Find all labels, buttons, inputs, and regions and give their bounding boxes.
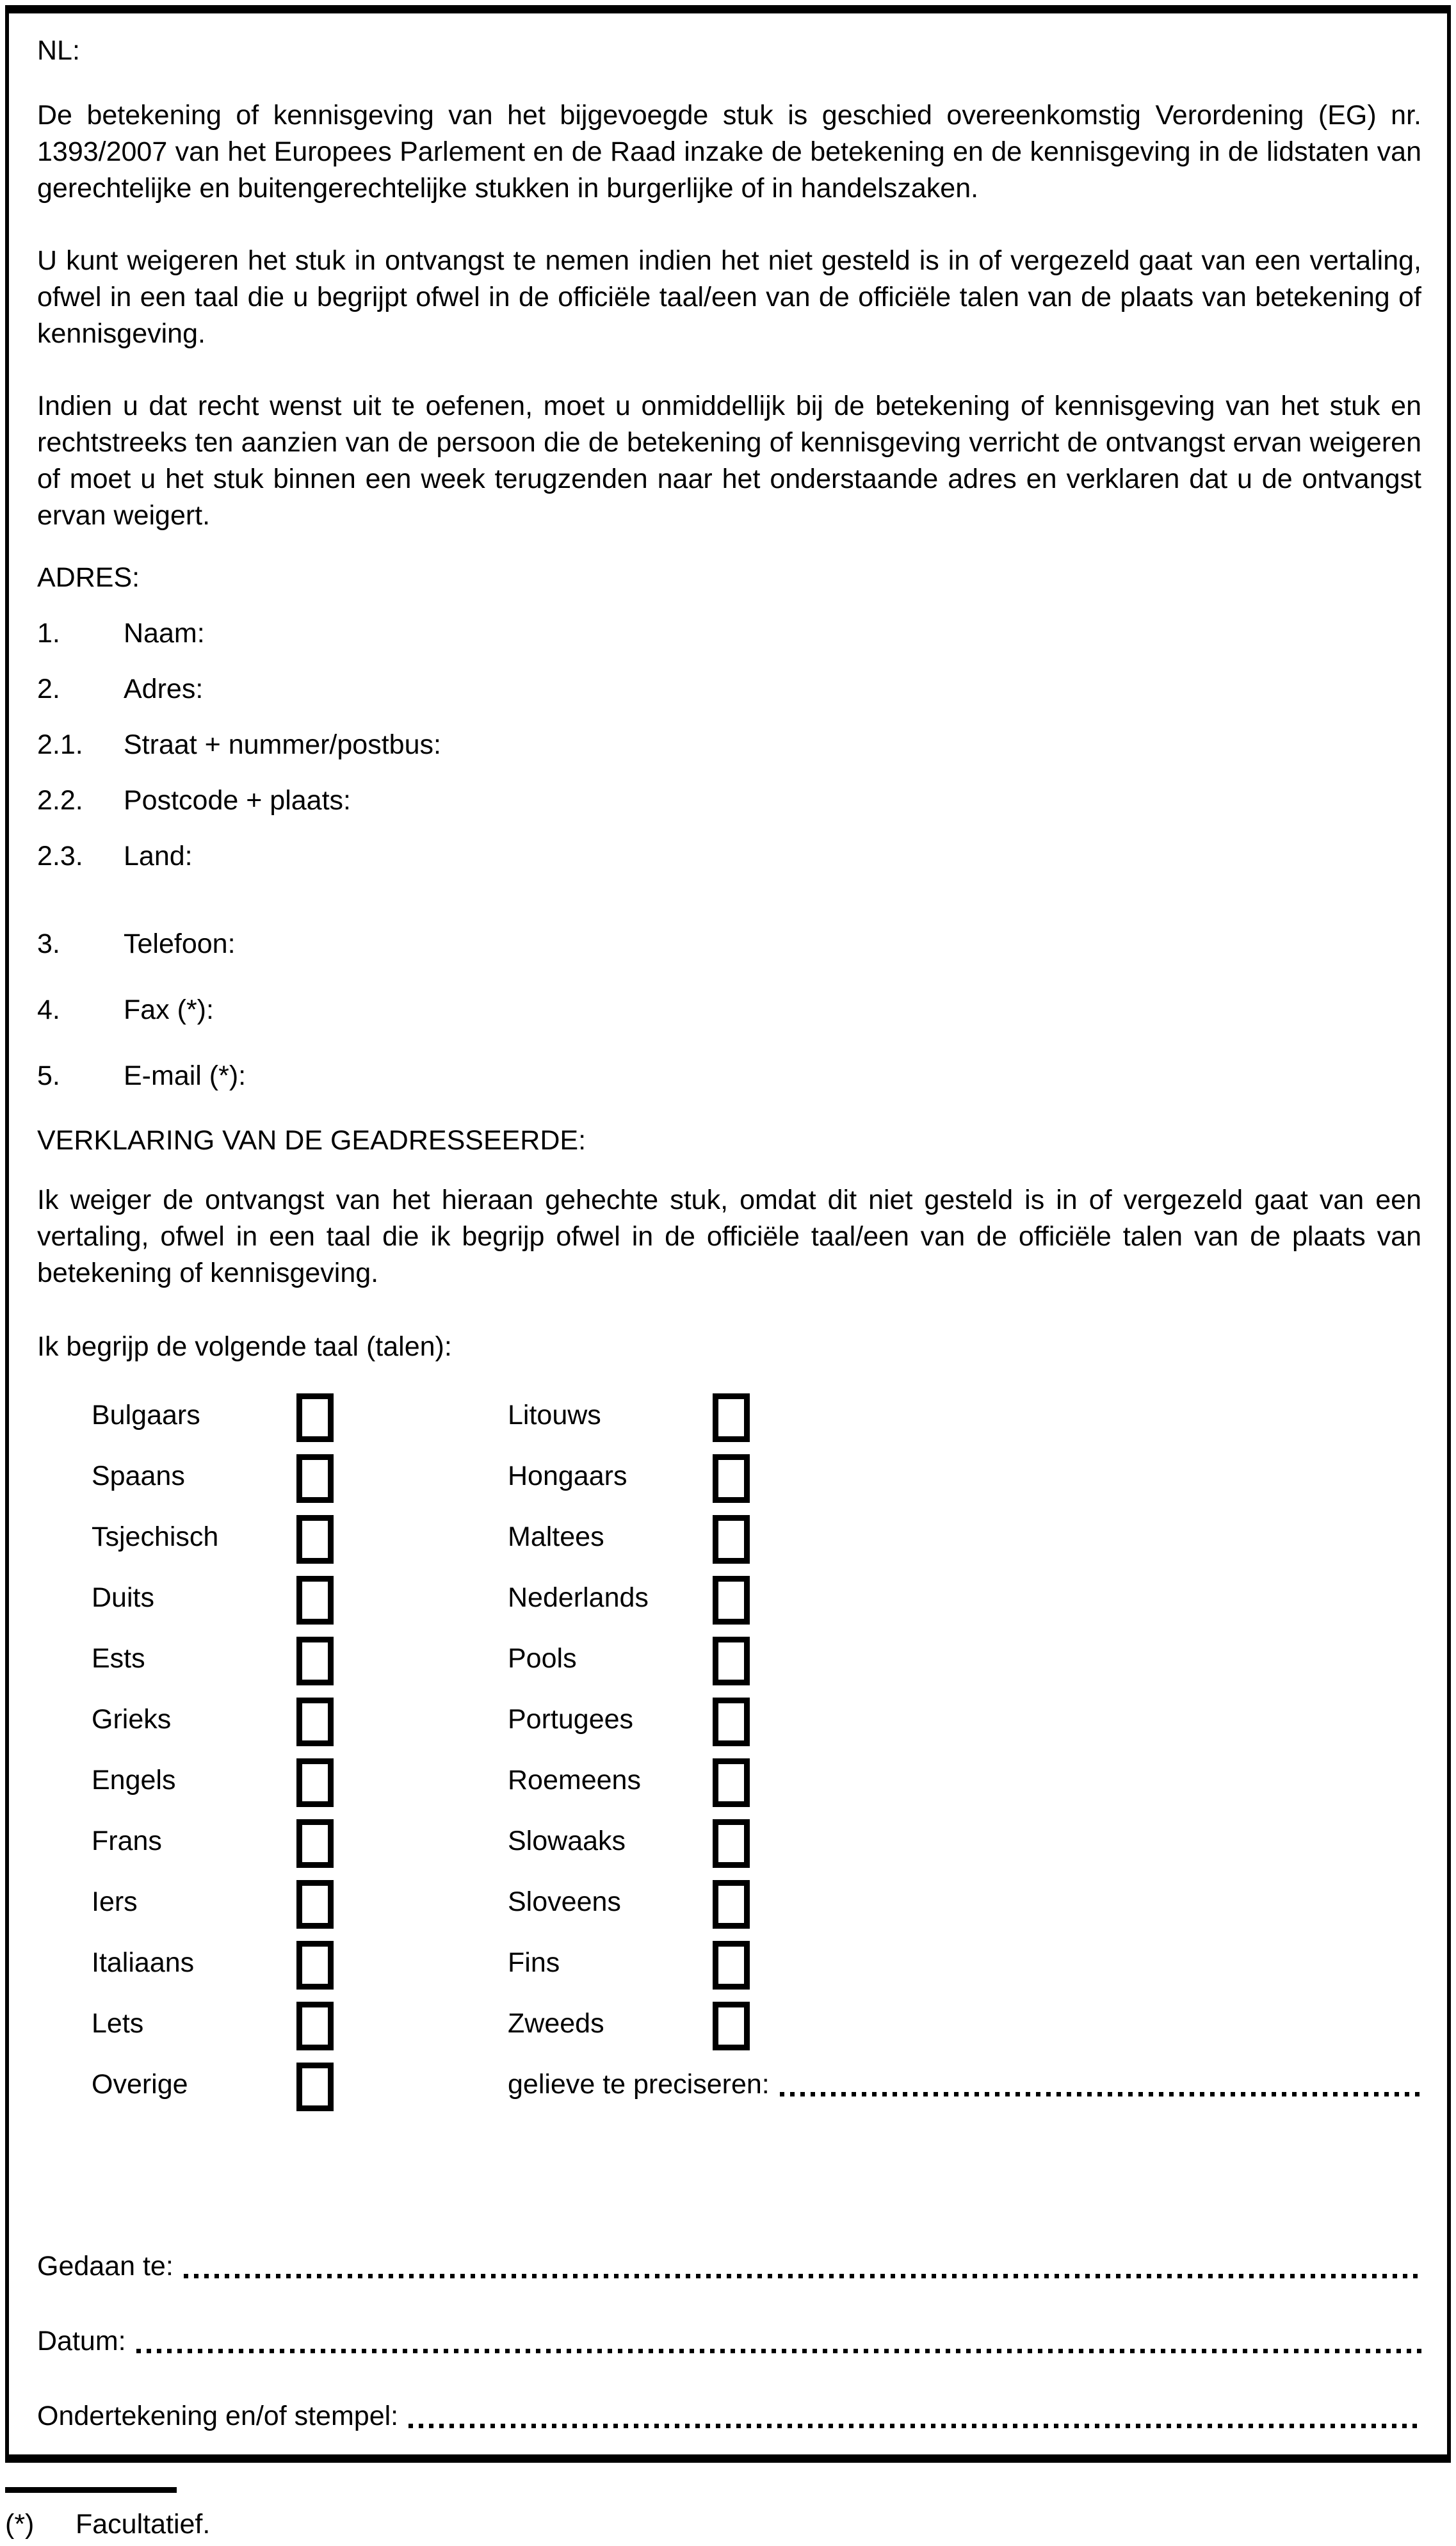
declaration-paragraph: Ik weiger de ontvangst van het hieraan gehechte stuk, omdat dit niet gesteld is in of vergezeld gaat van een vertaling, ofwel in een taal die ik begrijp ofwel in de officiële taal/een van de officiële talen van de plaats van betekening of kennisgeving. [37, 1185, 1421, 1288]
language-label-italiaans: Italiaans [92, 1947, 195, 1978]
checkbox-bulgaars[interactable] [296, 1393, 334, 1442]
language-label-bulgaars: Bulgaars [92, 1400, 200, 1431]
language-row [37, 1519, 1421, 1555]
language-checkbox-grid [37, 1397, 1421, 2103]
language-label-slowaaks: Slowaaks [508, 1826, 626, 1856]
address-item-label: Straat + nummer/postbus: [124, 729, 441, 760]
language-row [37, 1945, 1421, 1981]
address-item-label: Adres: [124, 674, 204, 704]
gedaan-te-input-line[interactable] [184, 2274, 1421, 2278]
language-label-grieks: Grieks [92, 1704, 172, 1735]
checkbox-portugees[interactable] [713, 1698, 750, 1746]
language-label-spaans: Spaans [92, 1461, 185, 1491]
footnote-separator-line [5, 2487, 177, 2493]
address-item-label: Fax (*): [124, 994, 214, 1025]
checkbox-pools[interactable] [713, 1637, 750, 1685]
address-item-label: Postcode + plaats: [124, 785, 351, 816]
address-item-naam [37, 615, 1421, 652]
address-item-label: E-mail (*): [124, 1060, 247, 1091]
language-tag: NL: [37, 35, 80, 66]
language-label-frans: Frans [92, 1826, 162, 1856]
language-row [37, 2006, 1421, 2042]
footnote-text: Facultatief. [76, 2509, 211, 2540]
language-row [37, 1580, 1421, 1616]
address-item-adres [37, 671, 1421, 708]
language-label-duits: Duits [92, 1582, 154, 1613]
language-label-overige: Overige [92, 2069, 188, 2100]
checkbox-lets[interactable] [296, 2002, 334, 2050]
language-row-other [37, 2066, 1421, 2103]
checkbox-grieks[interactable] [296, 1698, 334, 1746]
form-border-frame [5, 5, 1451, 2463]
address-item-fax [37, 992, 1421, 1028]
footnote [5, 2506, 210, 2543]
address-item-number: 2. [37, 674, 60, 704]
language-row [37, 1884, 1421, 1920]
language-label-engels: Engels [92, 1765, 176, 1796]
checkbox-spaans[interactable] [296, 1454, 334, 1503]
intro-paragraph-3: Indien u dat recht wenst uit te oefenen, moet u onmiddellijk bij de betekening of kennisgeving van het stuk en rechtstreeks ten aanzien van de persoon die de betekening of kennisgeving verricht de ontvangst ervan weigeren of moet u het stuk binnen een week terugzenden naar het onderstaande adres en verklaren dat u de ontvangst ervan weigert. [37, 391, 1421, 531]
language-row [37, 1823, 1421, 1860]
languages-intro: Ik begrijp de volgende taal (talen): [37, 1331, 452, 1362]
checkbox-slowaaks[interactable] [713, 1819, 750, 1868]
checkbox-italiaans[interactable] [296, 1941, 334, 1990]
language-label-zweeds: Zweeds [508, 2008, 604, 2039]
language-row [37, 1641, 1421, 1677]
checkbox-iers[interactable] [296, 1880, 334, 1929]
preciseren-label: gelieve te preciseren: [508, 2069, 770, 2100]
ondertekening-input-line[interactable] [408, 2424, 1421, 2428]
address-item-number: 2.3. [37, 841, 83, 872]
field-ondertekening [37, 2398, 1421, 2435]
language-label-fins: Fins [508, 1947, 560, 1978]
checkbox-duits[interactable] [296, 1576, 334, 1625]
language-row [37, 1397, 1421, 1434]
language-label-sloveens: Sloveens [508, 1886, 621, 1917]
address-item-number: 3. [37, 928, 60, 959]
language-label-tsjechisch: Tsjechisch [92, 1521, 219, 1552]
address-item-label: Naam: [124, 618, 205, 649]
checkbox-zweeds[interactable] [713, 2002, 750, 2050]
checkbox-roemeens[interactable] [713, 1758, 750, 1807]
checkbox-overige[interactable] [296, 2063, 334, 2111]
language-label-hongaars: Hongaars [508, 1461, 627, 1491]
address-heading: ADRES: [37, 562, 140, 593]
ondertekening-label: Ondertekening en/of stempel: [37, 2401, 399, 2431]
language-row [37, 1458, 1421, 1495]
preciseren-input-line[interactable] [780, 2092, 1421, 2096]
field-gedaan-te [37, 2248, 1421, 2285]
checkbox-engels[interactable] [296, 1758, 334, 1807]
language-label-lets: Lets [92, 2008, 144, 2039]
checkbox-hongaars[interactable] [713, 1454, 750, 1503]
field-datum [37, 2323, 1421, 2360]
language-label-iers: Iers [92, 1886, 138, 1917]
checkbox-maltees[interactable] [713, 1515, 750, 1564]
address-item-postcode [37, 782, 1421, 819]
language-row [37, 1762, 1421, 1799]
address-item-email [37, 1058, 1421, 1094]
language-label-maltees: Maltees [508, 1521, 604, 1552]
language-row [37, 1701, 1421, 1738]
checkbox-tsjechisch[interactable] [296, 1515, 334, 1564]
footnote-marker: (*) [5, 2509, 35, 2540]
datum-input-line[interactable] [136, 2349, 1421, 2353]
declaration-heading: VERKLARING VAN DE GEADRESSEERDE: [37, 1125, 586, 1156]
address-item-number: 4. [37, 994, 60, 1025]
language-label-portugees: Portugees [508, 1704, 634, 1735]
address-item-telefoon [37, 926, 1421, 962]
address-item-number: 2.2. [37, 785, 83, 816]
checkbox-ests[interactable] [296, 1637, 334, 1685]
language-label-roemeens: Roemeens [508, 1765, 641, 1796]
language-label-pools: Pools [508, 1643, 577, 1674]
intro-paragraph-1: De betekening of kennisgeving van het bijgevoegde stuk is geschied overeenkomstig Verordening (EG) nr. 1393/2007 van het Europees Parlement en de Raad inzake de betekening en de kennisgeving in de lidstaten van gerechtelijke en buitengerechtelijke stukken in burgerlijke of in handelszaken. [37, 100, 1421, 204]
datum-label: Datum: [37, 2326, 126, 2356]
address-item-land [37, 838, 1421, 875]
address-item-straat [37, 727, 1421, 763]
language-label-ests: Ests [92, 1643, 145, 1674]
address-item-number: 5. [37, 1060, 60, 1091]
intro-paragraph-2: U kunt weigeren het stuk in ontvangst te nemen indien het niet gesteld is in of vergezeld gaat van een vertaling, ofwel in een taal die u begrijpt ofwel in de officiële taal/een van de officiële talen van de plaats van betekening of kennisgeving. [37, 245, 1421, 349]
language-label-nederlands: Nederlands [508, 1582, 649, 1613]
checkbox-litouws[interactable] [713, 1393, 750, 1442]
address-item-number: 1. [37, 618, 60, 649]
gedaan-te-label: Gedaan te: [37, 2251, 174, 2282]
address-item-label: Land: [124, 841, 193, 872]
checkbox-sloveens[interactable] [713, 1880, 750, 1929]
checkbox-frans[interactable] [296, 1819, 334, 1868]
language-label-litouws: Litouws [508, 1400, 601, 1431]
address-item-number: 2.1. [37, 729, 83, 760]
checkbox-nederlands[interactable] [713, 1576, 750, 1625]
checkbox-fins[interactable] [713, 1941, 750, 1990]
address-item-label: Telefoon: [124, 928, 236, 959]
